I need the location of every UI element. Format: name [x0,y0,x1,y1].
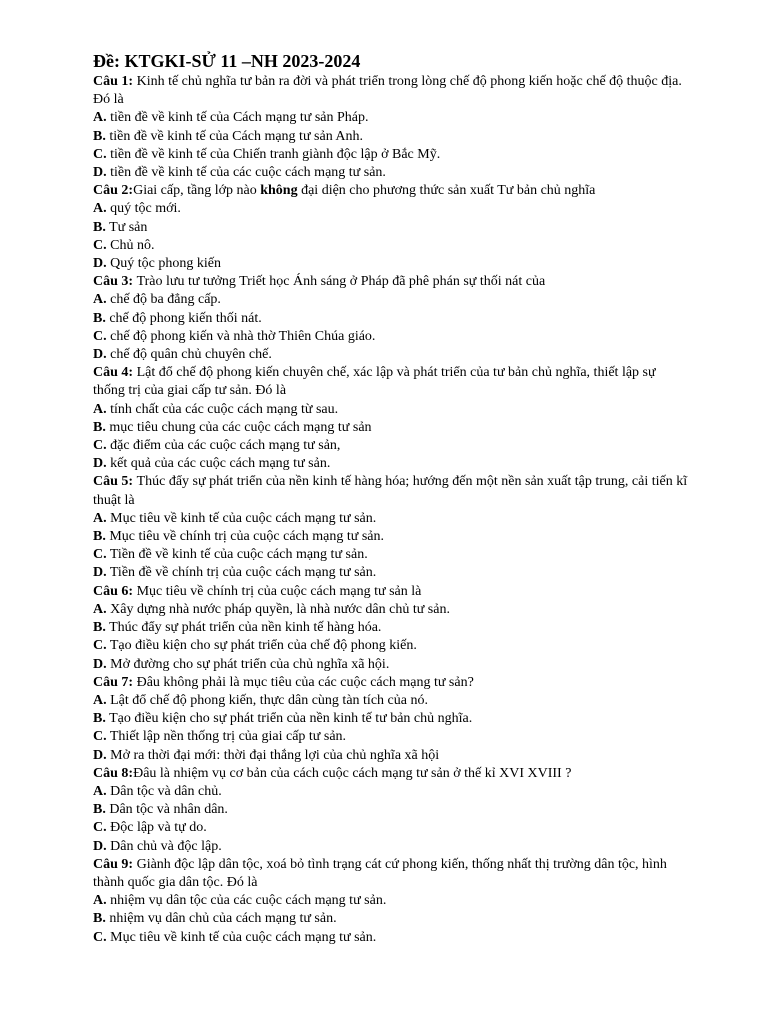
option-text: nhiệm vụ dân tộc của các cuộc cách mạng tư sản. [110,893,387,909]
answer-option [93,747,688,765]
option-text: Mở đường cho sự phát triển của chủ nghĩa xã hội. [110,656,390,672]
answer-option [93,146,688,164]
answer-option [93,601,688,619]
answer-option [93,892,688,910]
option-text: Thiết lập nền thống trị của giai cấp tư sản. [109,729,347,745]
question-stem [93,182,688,200]
question-label: Câu 9 [93,856,129,872]
option-text: quý tộc mới. [110,201,181,217]
option-letter: B. [93,802,106,818]
answer-option [93,692,688,710]
question-text: đại diện cho phương thức sản xuất Tư bản chủ nghĩa [297,183,596,199]
answer-option [93,710,688,728]
option-letter: A. [93,292,107,308]
option-text: Xây dựng nhà nước pháp quyền, là nhà nước dân chủ tư sản. [110,601,450,617]
option-letter: B. [93,219,106,235]
option-text: chế độ quân chủ chuyên chế. [110,347,272,363]
question-stem [93,583,688,601]
question-label: Câu 5 [93,474,129,490]
option-letter: D. [93,656,107,672]
question-stem [93,765,688,783]
option-letter: C. [93,146,107,162]
question-separator: : [128,365,137,381]
answer-option [93,291,688,309]
question-separator: : [128,583,137,599]
option-text: tiền đề về kinh tế của các cuộc cách mạng tư sản. [110,165,386,181]
answer-option [93,619,688,637]
option-text: Độc lập và tự do. [110,820,207,836]
answer-option [93,910,688,928]
answer-option [93,564,688,582]
option-letter: D. [93,165,107,181]
option-text: mục tiêu chung của các cuộc cách mạng tư sản [109,419,372,435]
option-text: tiền đề về kinh tế của Cách mạng tư sản Anh. [109,128,364,144]
answer-option [93,200,688,218]
option-letter: C. [93,638,107,654]
answer-option [93,237,688,255]
question-label: Câu 4 [93,365,129,381]
question-label: Câu 1 [93,74,129,89]
question-3 [93,273,688,364]
question-1 [93,73,688,182]
option-letter: C. [93,547,107,563]
option-letter: D. [93,838,107,854]
question-separator: : [128,183,134,199]
question-7 [93,674,688,765]
option-text: Mục tiêu về kinh tế của cuộc cách mạng tư sản. [110,510,377,526]
question-text: Đâu là nhiệm vụ cơ bản của cách cuộc cách mạng tư sản ở thế kỉ XVI XVIII ? [133,765,572,781]
option-letter: A. [93,692,107,708]
question-label: Câu 7 [93,674,129,690]
answer-option [93,346,688,364]
answer-option [93,656,688,674]
question-separator: : [128,674,137,690]
question-label: Câu 6 [93,583,129,599]
answer-option [93,783,688,801]
option-text: Tạo điều kiện cho sự phát triển của chế độ phong kiến. [109,638,417,654]
question-text: Mục tiêu về chính trị của cuộc cách mạng tư sản là [136,583,422,599]
option-letter: C. [93,729,107,745]
answer-option [93,455,688,473]
option-text: đặc điểm của các cuộc cách mạng tư sản, [110,438,341,454]
question-text: Giai cấp, tầng lớp nào [133,183,261,199]
option-letter: C. [93,820,107,836]
question-stem [93,674,688,692]
answer-option [93,401,688,419]
option-text: Tiền đề về kinh tế của cuộc cách mạng tư sản. [109,547,368,563]
option-letter: A. [93,201,107,217]
answer-option [93,637,688,655]
option-text: kết quả của các cuộc cách mạng tư sản. [110,456,331,472]
option-text: chế độ ba đẳng cấp. [110,292,221,308]
question-separator: : [128,856,137,872]
option-letter: C. [93,328,107,344]
question-stem [93,73,688,109]
option-text: Dân tộc và nhân dân. [109,802,228,818]
answer-option [93,819,688,837]
question-text: Thúc đẩy sự phát triển của nền kinh tế hàng hóa; hướng đến một nền sản xuất tập trung, cải tiến kĩ thuật là [93,474,688,508]
exam-title: Đề: KTGKI-SỬ 11 –NH 2023-2024 [93,51,361,71]
question-stem [93,856,688,892]
option-text: Mở ra thời đại mới: thời đại thắng lợi của chủ nghĩa xã hội [110,747,440,763]
option-letter: C. [93,237,107,253]
option-text: Thúc đẩy sự phát triển của nền kinh tế hàng hóa. [109,620,382,636]
answer-option [93,546,688,564]
option-letter: B. [93,529,106,545]
option-letter: D. [93,747,107,763]
option-text: tiền đề về kinh tế của Chiến tranh giành độc lập ở Bắc Mỹ. [110,146,441,162]
option-text: nhiệm vụ dân chủ của cách mạng tư sản. [109,911,337,927]
option-letter: A. [93,401,107,417]
option-text: Chủ nô. [110,237,155,253]
option-text: Tiền đề về chính trị của cuộc cách mạng tư sản. [109,565,377,581]
answer-option [93,128,688,146]
option-letter: B. [93,310,106,326]
option-text: tính chất của các cuộc cách mạng từ sau. [110,401,339,417]
answer-option [93,109,688,127]
option-letter: C. [93,438,107,454]
option-text: chế độ phong kiến và nhà thờ Thiên Chúa giáo. [110,328,376,344]
option-text: Mục tiêu về kinh tế của cuộc cách mạng tư sản. [110,929,377,945]
option-text: Lật đổ chế độ phong kiến, thực dân cùng tàn tích của nó. [110,692,428,708]
option-letter: D. [93,347,107,363]
option-letter: D. [93,565,107,581]
answer-option [93,419,688,437]
option-letter: C. [93,929,107,945]
question-5 [93,473,688,582]
answer-option [93,255,688,273]
answer-option [93,510,688,528]
question-4 [93,364,688,473]
question-stem [93,273,688,291]
question-separator: : [128,765,134,781]
question-2 [93,182,688,273]
answer-option [93,929,688,947]
question-stem [93,473,688,509]
question-label: Câu 3 [93,274,129,290]
question-separator: : [128,474,137,490]
option-letter: A. [93,783,107,799]
answer-option [93,801,688,819]
question-text: Kinh tế chủ nghĩa tư bản ra đời và phát triển trong lòng chế độ phong kiến hoặc chế độ thuộc địa. Đó là [93,74,682,108]
answer-option [93,310,688,328]
question-label: Câu 2 [93,183,129,199]
option-text: Dân tộc và dân chủ. [110,783,222,799]
question-label: Câu 8 [93,765,129,781]
option-letter: B. [93,911,106,927]
question-9 [93,856,688,947]
option-letter: A. [93,110,107,126]
option-letter: A. [93,601,107,617]
answer-option [93,164,688,182]
option-letter: A. [93,510,107,526]
question-list [93,73,688,947]
option-text: Dân chủ và độc lập. [110,838,222,854]
answer-option [93,437,688,455]
answer-option [93,838,688,856]
option-text: tiền đề về kinh tế của Cách mạng tư sản Pháp. [110,110,369,126]
question-6 [93,583,688,674]
question-separator: : [128,274,137,290]
option-letter: D. [93,256,107,272]
question-text: Đâu không phải là mục tiêu của các cuộc cách mạng tư sản? [136,674,474,690]
option-letter: B. [93,419,106,435]
question-stem [93,364,688,400]
question-emphasis: không [260,183,298,199]
option-text: Mục tiêu về chính trị của cuộc cách mạng tư sản. [109,529,384,545]
question-separator: : [128,74,137,89]
option-text: Tạo điều kiện cho sự phát triển của nền kinh tế tư bản chủ nghĩa. [109,711,473,727]
option-text: Quý tộc phong kiến [110,256,221,272]
option-letter: A. [93,893,107,909]
option-text: Tư sản [109,219,148,235]
answer-option [93,219,688,237]
question-text: Trào lưu tư tưởng Triết học Ánh sáng ở Pháp đã phê phán sự thối nát của [136,274,546,290]
option-letter: B. [93,620,106,636]
question-text: Lật đổ chế độ phong kiến chuyên chế, xác lập và phát triển của tư bản chủ nghĩa, thiết lập sự thống trị của giai cấp tư sản. Đó là [93,365,656,399]
option-letter: B. [93,128,106,144]
option-letter: B. [93,711,106,727]
question-8 [93,765,688,856]
question-text: Giành độc lập dân tộc, xoá bỏ tình trạng cát cứ phong kiến, thống nhất thị trường dân tộc, hình thành quốc gia dân tộc. Đó là [93,856,667,890]
answer-option [93,728,688,746]
answer-option [93,528,688,546]
answer-option [93,328,688,346]
option-letter: D. [93,456,107,472]
option-text: chế độ phong kiến thối nát. [109,310,262,326]
